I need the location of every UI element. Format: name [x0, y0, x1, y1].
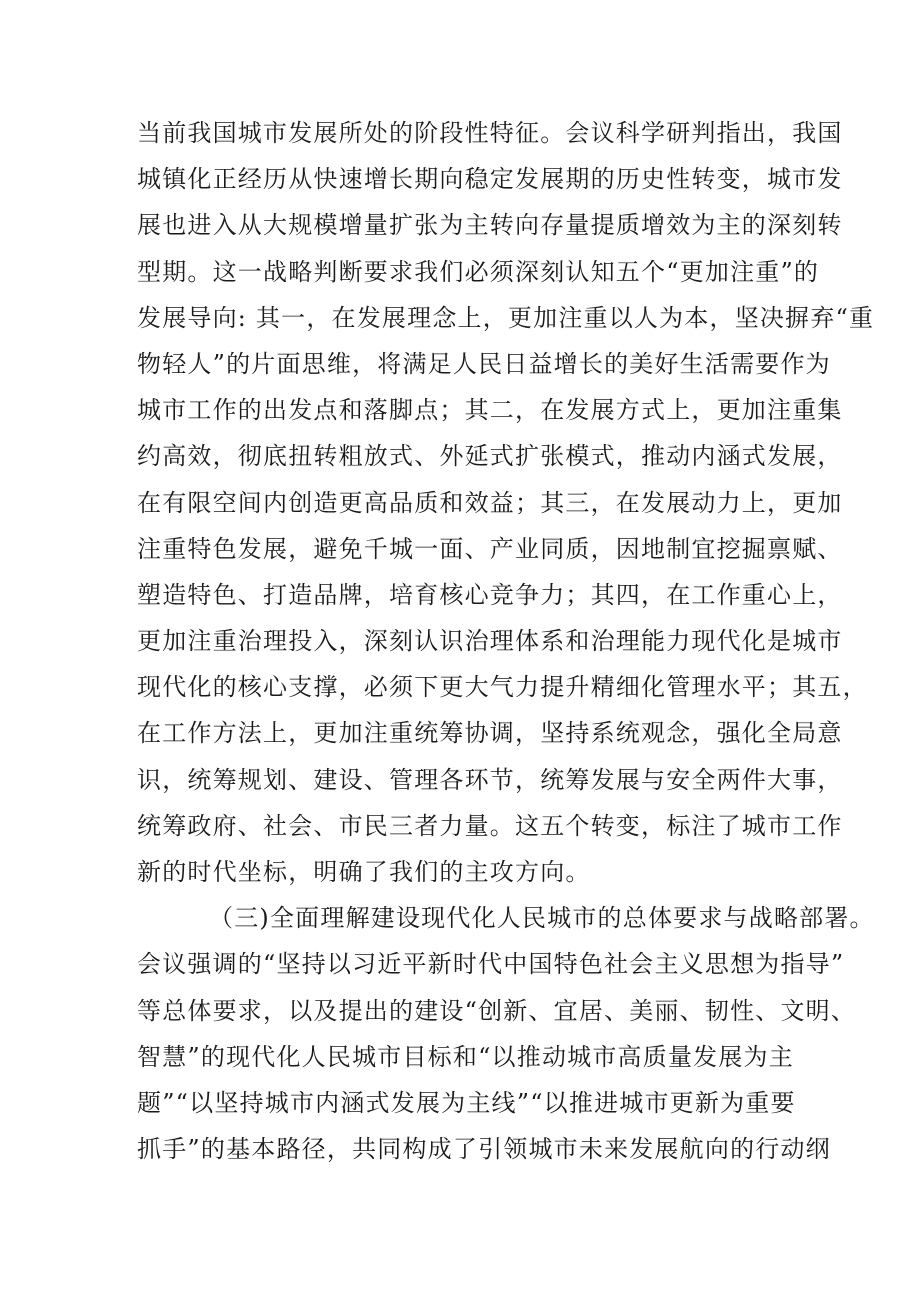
text-line: 约高效，彻底扭转粗放式、外延式扩张模式，推动内涵式发展，: [137, 442, 843, 471]
text-line: 现代化的核心支撑，必须下更大气力提升精细化管理水平；其五，: [137, 673, 868, 702]
text-line: 城镇化正经历从快速增长期向稳定发展期的历史性转变，城市发: [137, 165, 843, 194]
text-line: 在有限空间内创造更高品质和效益；其三，在发展动力上，更加: [137, 488, 843, 517]
text-line: 新的时代坐标，明确了我们的主攻方向。: [137, 858, 591, 886]
text-line: 抓手”的基本路径，共同构成了引领城市未来发展航向的行动纲: [137, 1135, 831, 1164]
text-line: 智慧”的现代化人民城市目标和“以推动城市高质量发展为主: [137, 1042, 794, 1071]
text-line: 当前我国城市发展所处的阶段性特征。会议科学研判指出，我国: [137, 119, 843, 147]
text-line: 塑造特色、打造品牌，培育核心竞争力；其四，在工作重心上，: [137, 580, 843, 609]
text-line: 在工作方法上，更加注重统筹协调，坚持系统观念，强化全局意: [137, 719, 843, 748]
text-line: 统筹政府、社会、市民三者力量。这五个转变，标注了城市工作: [137, 811, 843, 840]
text-line: 识，统筹规划、建设、管理各环节，统筹发展与安全两件大事，: [137, 765, 843, 794]
text-line: 题”“以坚持城市内涵式发展为主线”“以推进城市更新为重要: [137, 1088, 796, 1117]
text-line: 城市工作的出发点和落脚点；其二，在发展方式上，更加注重集: [137, 396, 843, 425]
text-line: 会议强调的“坚持以习近平新时代中国特色社会主义思想为指导”: [137, 950, 845, 979]
text-line: 展也进入从大规模增量扩张为主转向存量提质增效为主的深刻转: [137, 211, 843, 240]
text-line: 等总体要求，以及提出的建设“创新、宜居、美丽、韧性、文明、: [137, 996, 857, 1025]
text-line: 更加注重治理投入，深刻认识治理体系和治理能力现代化是城市: [137, 627, 843, 656]
body-text: [137, 110, 875, 1172]
text-line: 注重特色发展，避免千城一面、产业同质，因地制宜挖掘禀赋、: [137, 534, 843, 563]
text-line: 物轻人”的片面思维，将满足人民日益增长的美好生活需要作为: [137, 349, 831, 378]
text-line: 发展导向: 其一，在发展理念上，更加注重以人为本，坚决摒弃“重: [137, 303, 875, 332]
section-heading-line: （三)全面理解建设现代化人民城市的总体要求与战略部署。: [209, 904, 875, 933]
text-line: 型期。这一战略判断要求我们必须深刻认知五个“更加注重”的: [137, 257, 820, 286]
